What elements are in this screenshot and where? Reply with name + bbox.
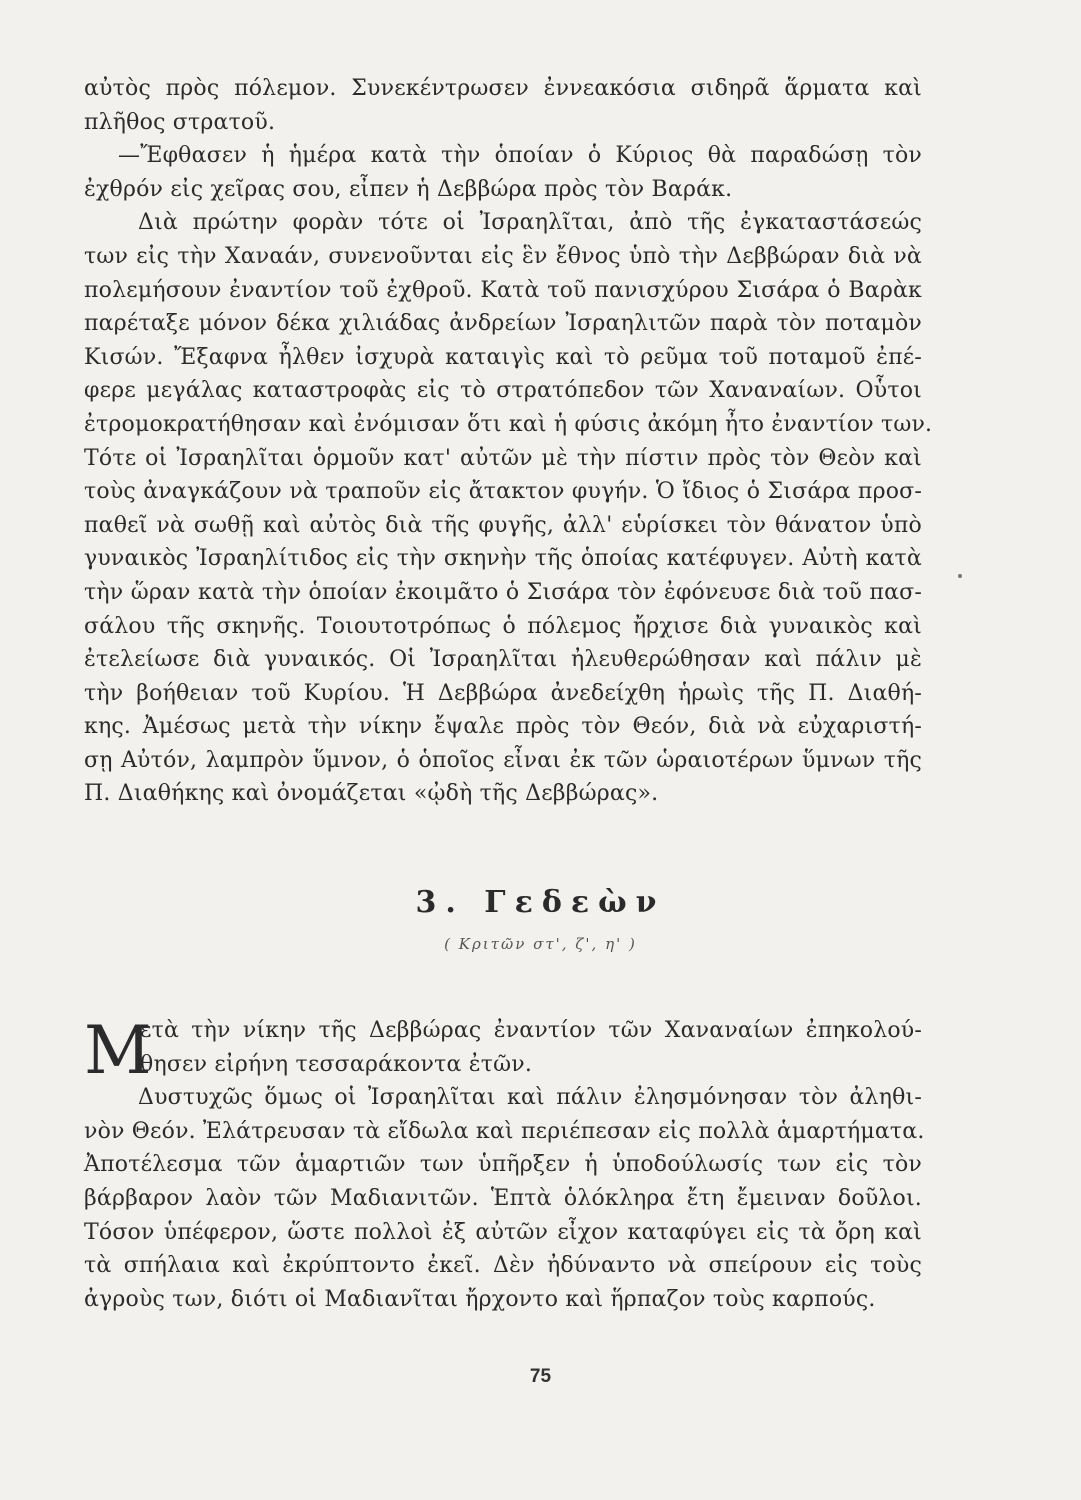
text-line: σῃ Αὐτόν, λαμπρὸν ὕμνον, ὁ ὁποῖος εἶναι ἐκ τῶν ὡραιοτέρων ὕμνων τῆς xyxy=(84,747,922,773)
text-line: ἐχθρόν εἰς χεῖρας σου, εἶπεν ἡ Δεββώρα πρὸς τὸν Βαράκ. xyxy=(84,176,733,202)
text-line: τὴν βοήθειαν τοῦ Κυρίου. Ἡ Δεββώρα ἀνεδείχθη ἡρωὶς τῆς Π. Διαθή- xyxy=(84,680,922,706)
text-line: ετὰ τὴν νίκην τῆς Δεββώρας ἐναντίον τῶν Χαναναίων ἐπηκολού- xyxy=(140,1018,922,1043)
text-line: παρέταξε μόνον δέκα χιλιάδας ἀνδρείων Ἰσραηλιτῶν παρὰ τὸν ποταμὸν xyxy=(84,311,922,337)
text-line: πολεμήσουν ἐναντίον τοῦ ἐχθροῦ. Κατὰ τοῦ πανισχύρου Σισάρα ὁ Βαρὰκ xyxy=(84,277,922,303)
text-line: ἐτρομοκρατήθησαν καὶ ἐνόμισαν ὅτι καὶ ἡ φύσις ἀκόμη ἦτο ἐναντίον των. xyxy=(84,411,933,437)
text-line: τοὺς ἀναγκάζουν νὰ τραποῦν εἰς ἄτακτον φυγήν. Ὁ ἴδιος ὁ Σισάρα προσ- xyxy=(84,479,922,505)
text-line: αὐτὸς πρὸς πόλεμον. Συνεκέντρωσεν ἐννεακόσια σιδηρᾶ ἅρματα καὶ xyxy=(84,76,922,101)
text-line: κης. Ἀμέσως μετὰ τὴν νίκην ἔψαλε πρὸς τὸν Θεόν, διὰ νὰ εὐχαριστή- xyxy=(84,714,922,740)
text-line: γυναικὸς Ἰσραηλίτιδος εἰς τὴν σκηνὴν τῆς ὁποίας κατέφυγεν. Αὐτὴ κατὰ xyxy=(84,546,922,572)
dropcap-paragraph xyxy=(84,1012,922,1089)
stray-mark xyxy=(958,574,962,578)
section-subheading: ( Κριτῶν στ', ζ', η' ) xyxy=(444,935,637,953)
text-line: τὴν ὥραν κατὰ τὴν ὁποίαν ἐκοιμᾶτο ὁ Σισάρα τὸν ἐφόνευσε διὰ τοῦ πασ- xyxy=(84,579,922,605)
text-line: των εἰς τὴν Χαναάν, συνενοῦνται εἰς ἓν ἔθνος ὑπὸ τὴν Δεββώραν διὰ νὰ xyxy=(84,243,922,269)
text-line: θησεν εἰρήνη τεσσαράκοντα ἐτῶν. xyxy=(140,1051,533,1077)
page-number: 75 xyxy=(529,1366,552,1387)
text-line: πλῆθος στρατοῦ. xyxy=(84,109,276,135)
text-line: τὰ σπήλαια καὶ ἐκρύπτοντο ἐκεῖ. Δὲν ἠδύναντο νὰ σπείρουν εἰς τοὺς xyxy=(84,1253,922,1279)
text-line: Ἀποτέλεσμα τῶν ἁμαρτιῶν των ὑπῆρξεν ἡ ὑποδούλωσίς των εἰς τὸν xyxy=(84,1152,922,1178)
text-line: νὸν Θεόν. Ἐλάτρευσαν τὰ εἴδωλα καὶ περιέπεσαν εἰς πολλὰ ἁμαρτήματα. xyxy=(84,1118,925,1144)
section-heading: 3. Γεδεὼν xyxy=(415,885,666,920)
text-line: Κισών. Ἔξαφνα ἦλθεν ἰσχυρὰ καταιγὶς καὶ τὸ ρεῦμα τοῦ ποταμοῦ ἐπέ- xyxy=(84,344,922,370)
drop-cap: Μ xyxy=(84,1012,152,1089)
text-line: βάρβαρον λαὸν τῶν Μαδιανιτῶν. Ἑπτὰ ὁλόκληρα ἔτη ἔμειναν δοῦλοι. xyxy=(84,1185,922,1211)
text-line: παθεῖ νὰ σωθῇ καὶ αὐτὸς διὰ τῆς φυγῆς, ἀλλ' εὑρίσκει τὸν θάνατον ὑπὸ xyxy=(84,512,922,538)
section-body xyxy=(84,1012,925,1316)
page-body xyxy=(84,72,933,811)
text-line: σάλου τῆς σκηνῆς. Τοιουτοτρόπως ὁ πόλεμος ἤρχισε διὰ γυναικὸς καὶ xyxy=(84,613,922,639)
text-line: Τόσον ὑπέφερον, ὥστε πολλοὶ ἐξ αὐτῶν εἶχον καταφύγει εἰς τὰ ὄρη καὶ xyxy=(84,1219,922,1245)
text-line: φερε μεγάλας καταστροφὰς εἰς τὸ στρατόπεδον τῶν Χαναναίων. Οὗτοι xyxy=(84,378,922,404)
text-line: ἀγροὺς των, διότι οἱ Μαδιανῖται ἤρχοντο καὶ ἥρπαζον τοὺς καρπούς. xyxy=(84,1286,876,1312)
text-line: Δυστυχῶς ὅμως οἱ Ἰσραηλῖται καὶ πάλιν ἐλησμόνησαν τὸν ἀληθι- xyxy=(138,1085,922,1111)
text-line: Π. Διαθήκης καὶ ὀνομάζεται «ᾠδὴ τῆς Δεββώρας». xyxy=(84,781,659,807)
text-line: —Ἔφθασεν ἡ ἡμέρα κατὰ τὴν ὁποίαν ὁ Κύριος θὰ παραδώσῃ τὸν xyxy=(118,143,922,169)
text-line: Διὰ πρώτην φορὰν τότε οἱ Ἰσραηλῖται, ἀπὸ τῆς ἐγκαταστάσεώς xyxy=(138,210,922,236)
text-line: ἐτελείωσε διὰ γυναικός. Οἱ Ἰσραηλῖται ἠλευθερώθησαν καὶ πάλιν μὲ xyxy=(84,647,922,673)
text-line: Τότε οἱ Ἰσραηλῖται ὁρμοῦν κατ' αὐτῶν μὲ τὴν πίστιν πρὸς τὸν Θεὸν καὶ xyxy=(84,445,922,471)
